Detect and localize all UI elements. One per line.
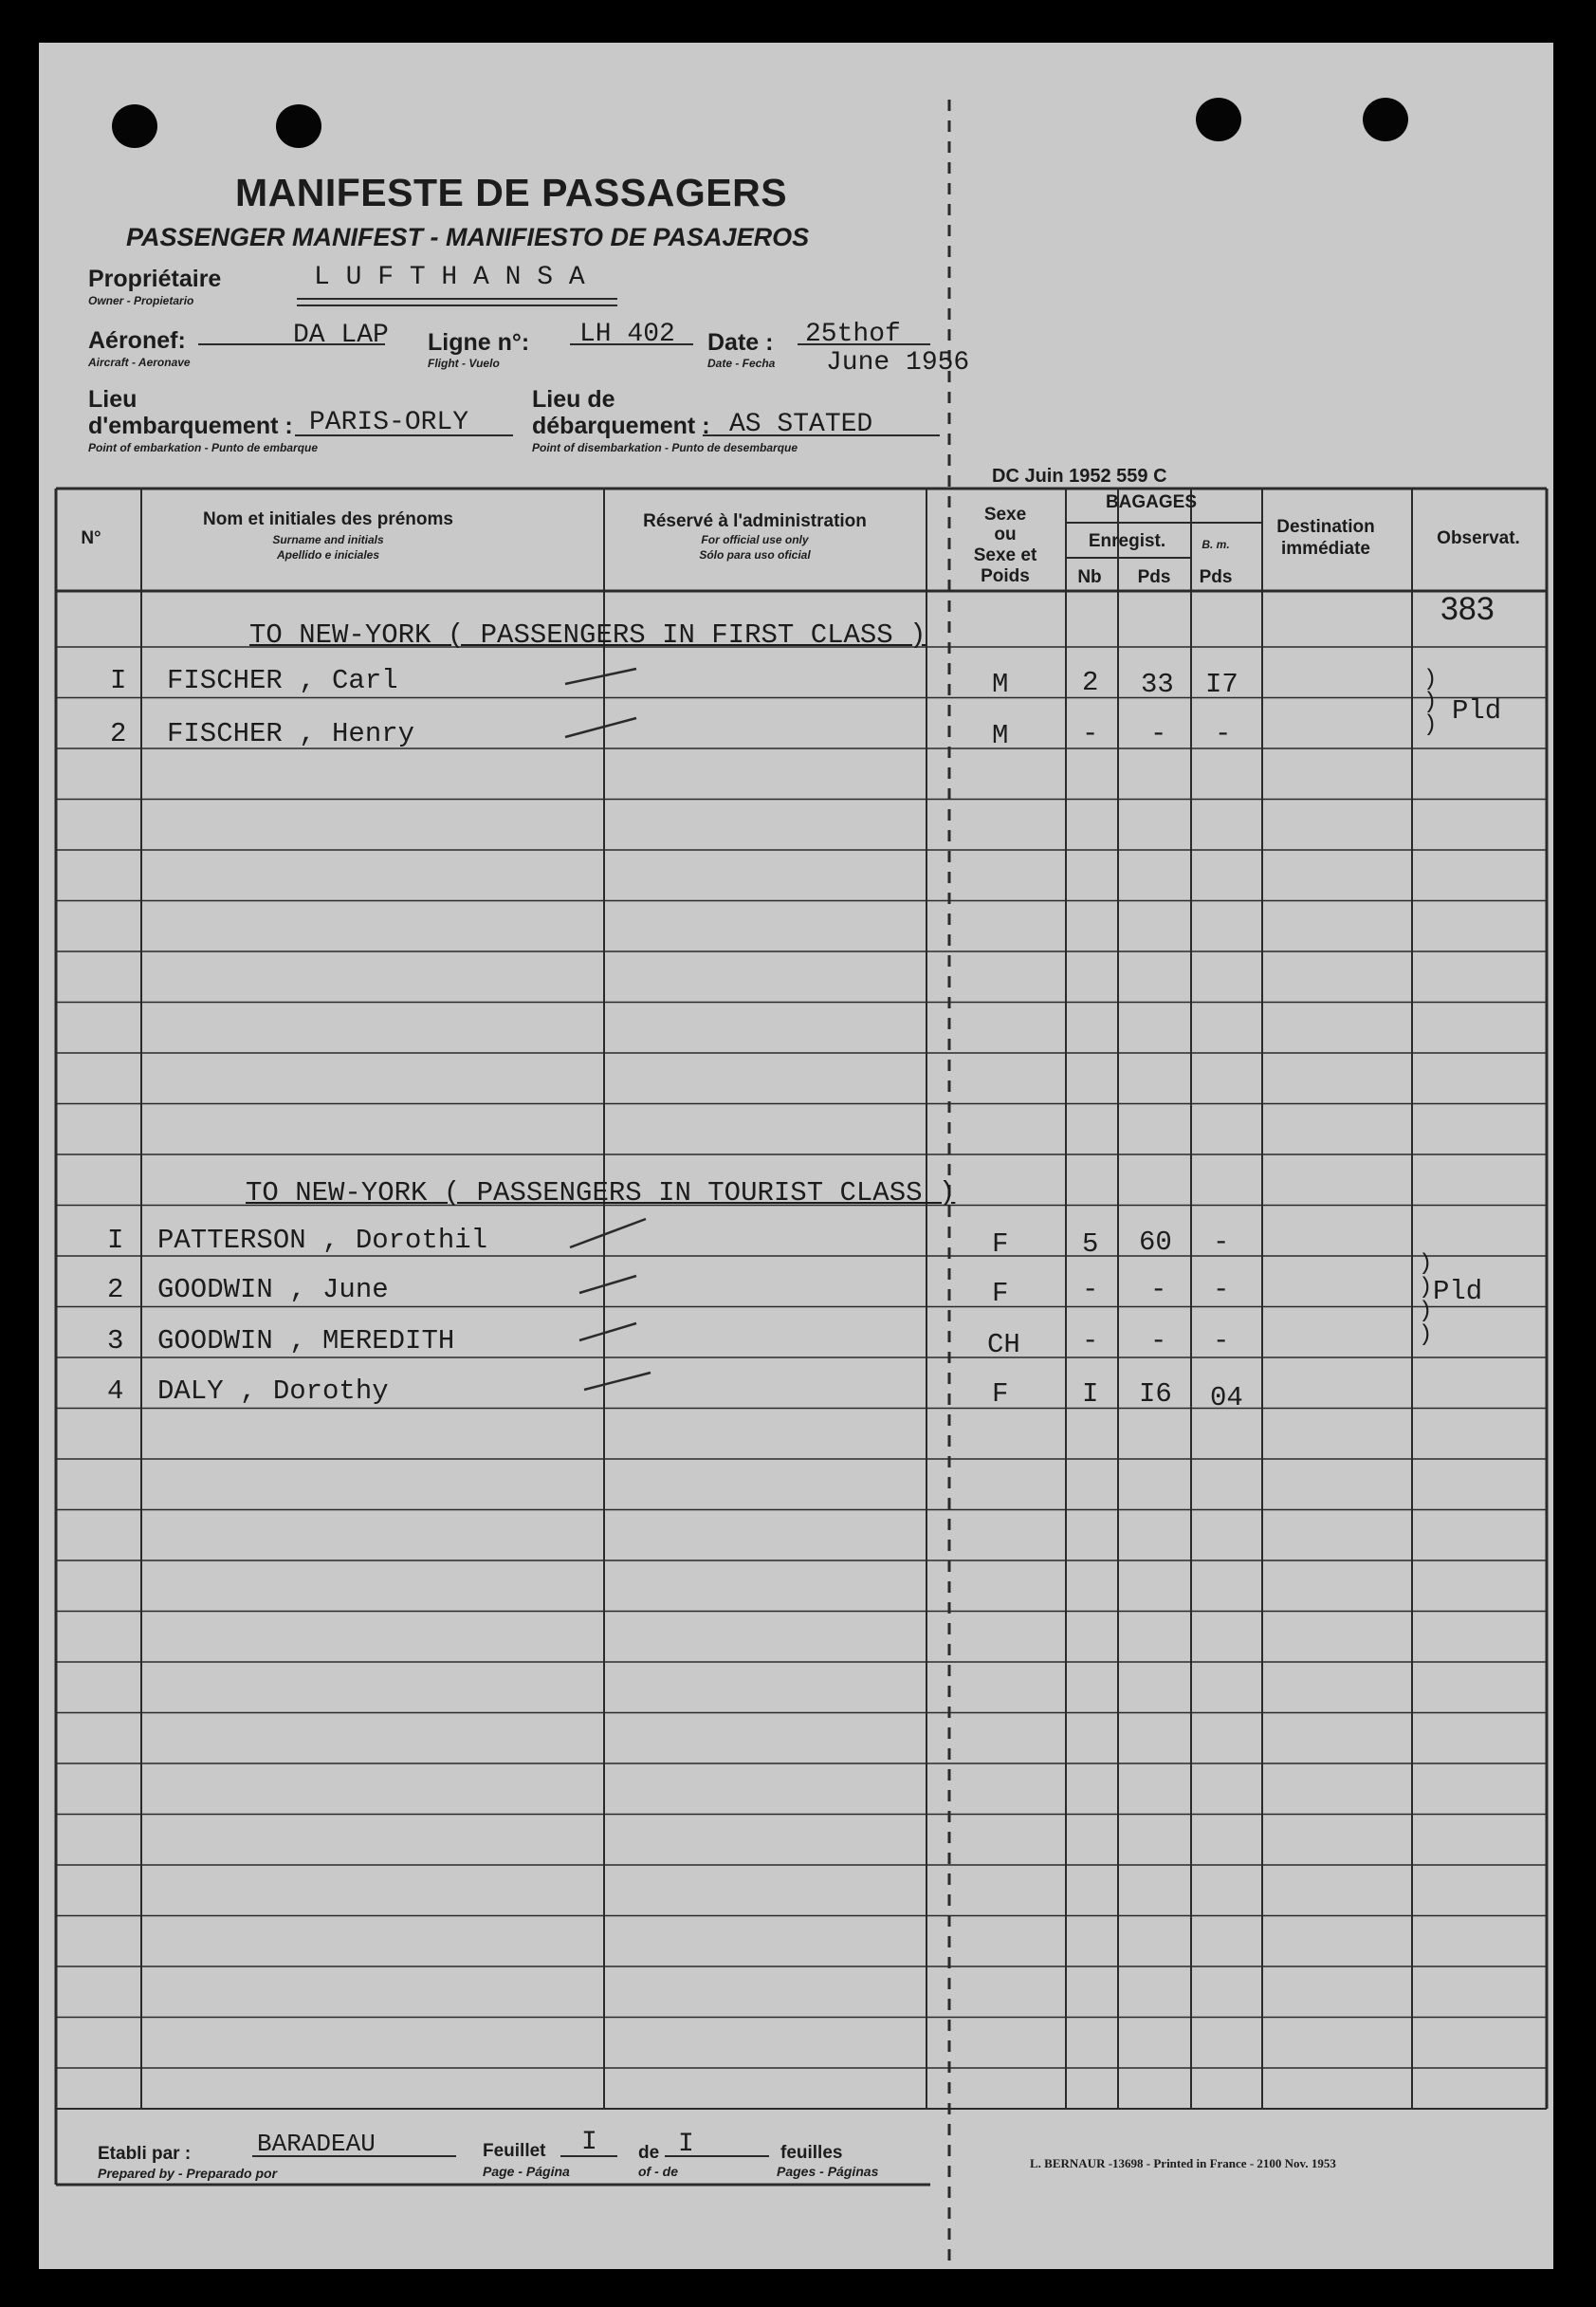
check-mark [579,1323,636,1340]
hand-baggage-weight: - [1213,1274,1230,1305]
column-header-sex: Sexe [983,505,1027,525]
column-subheader-name: Surname and initials [272,533,384,546]
disembarkation-value: AS STATED [729,410,873,439]
passenger-name: FISCHER , Henry [167,718,415,749]
disembarkation-label-2: débarquement : [532,413,710,439]
passenger-sex: F [992,1278,1009,1309]
column-header-destination-2: immédiate [1281,539,1370,559]
of-sublabel: of - de [638,2164,678,2179]
section-heading: TO NEW-YORK ( PASSENGERS IN TOURIST CLASS ) [246,1177,956,1209]
column-header-observations: Observat. [1437,528,1520,548]
check-mark [584,1373,651,1390]
passenger-number: I [107,1225,124,1256]
baggage-weight: 33 [1141,669,1174,700]
column-header-hand-pds: Pds [1199,567,1233,587]
prepared-by-label: Etabli par : [98,2144,192,2164]
hand-baggage-weight: I7 [1205,669,1238,700]
column-subheader-reserved: For official use only [701,533,809,546]
baggage-count: I [1082,1378,1099,1410]
owner-sublabel: Owner - Propietario [88,294,194,307]
of-value: I [678,2130,694,2159]
bracket-mark: ) ) ) [1423,667,1438,738]
embarkation-value: PARIS-ORLY [309,408,469,437]
passenger-number: 3 [107,1325,124,1357]
embarkation-label-2: d'embarquement : [88,413,293,439]
baggage-count: 5 [1082,1228,1099,1260]
of-label: de [638,2143,660,2163]
manifest-sheet [39,43,1553,2269]
owner-value: L U F T H A N S A [314,263,585,292]
baggage-weight: I6 [1139,1378,1172,1410]
passenger-sex: M [992,720,1009,751]
pages-sublabel: Pages - Páginas [777,2164,879,2179]
passenger-sex: F [992,1378,1009,1410]
check-mark [565,718,636,737]
date-sublabel: Date - Fecha [707,357,776,370]
date-value-year: June 1956 [826,348,970,378]
observation-number: 383 [1440,591,1495,627]
column-header-reserved: Réservé à l'administration [643,511,867,531]
column-header-hand: B. m. [1202,538,1230,551]
form-grid [39,43,1553,2269]
check-mark [579,1276,636,1293]
date-value: 25thof [805,320,901,349]
passenger-name: GOODWIN , MEREDITH [157,1325,455,1357]
section-heading: TO NEW-YORK ( PASSENGERS IN FIRST CLASS ) [249,619,926,651]
passenger-name: DALY , Dorothy [157,1375,389,1407]
prepared-by-value: BARADEAU [257,2130,376,2158]
column-header-baggage: BAGAGES [1105,492,1198,512]
hand-baggage-weight: - [1213,1227,1230,1258]
passenger-number: I [110,665,127,696]
column-header-nb: Nb [1077,567,1102,587]
bracket-mark: ) ) ) ) [1419,1251,1433,1348]
column-header-no: N° [81,528,101,548]
passenger-sex: CH [987,1329,1020,1360]
column-header-sex-3: Sexe et [973,545,1037,565]
flight-value: LH 402 [579,320,675,349]
aircraft-sublabel: Aircraft - Aeronave [88,356,191,369]
hand-baggage-weight: - [1213,1325,1230,1357]
passenger-name: FISCHER , Carl [167,665,398,696]
passenger-sex: F [992,1228,1009,1260]
passenger-name: PATTERSON , Dorothil [157,1225,488,1256]
form-code: DC Juin 1952 559 C [992,466,1167,487]
disembarkation-sublabel: Point of disembarkation - Punto de desembarque [532,441,798,454]
baggage-count: 2 [1082,667,1099,698]
page-sublabel: Page - Página [483,2164,570,2179]
baggage-weight: - [1150,1274,1167,1305]
passenger-number: 2 [107,1274,124,1305]
column-subheader-reserved-es: Sólo para uso oficial [699,548,811,562]
baggage-count: - [1082,1274,1099,1305]
passenger-name: GOODWIN , June [157,1274,389,1305]
check-mark [570,1219,646,1247]
flight-sublabel: Flight - Vuelo [428,357,500,370]
aircraft-label: Aéronef: [88,327,186,354]
hand-baggage-weight: 04 [1210,1382,1243,1413]
owner-label: Propriétaire [88,266,222,292]
hand-baggage-weight: - [1215,718,1232,749]
check-mark [565,669,636,684]
aircraft-value: DA LAP [293,321,389,350]
column-header-sex-2: ou [994,525,1017,544]
column-header-pds: Pds [1137,567,1171,587]
passenger-number: 4 [107,1375,124,1407]
baggage-weight: - [1150,718,1167,749]
observation-remark: Pld [1452,695,1502,727]
observation-remark: Pld [1433,1276,1483,1307]
passenger-sex: M [992,669,1009,700]
column-header-registered: Enregist. [1088,531,1166,551]
printer-imprint: L. BERNAUR -13698 - Printed in France - 2100 Nov. 1953 [1030,2156,1336,2170]
column-subheader-name-es: Apellido e iniciales [276,548,380,562]
embarkation-sublabel: Point of embarkation - Punto de embarque [88,441,319,454]
column-header-destination: Destination [1276,517,1375,537]
pages-label: feuilles [780,2143,843,2163]
column-header-weight: Poids [981,566,1030,586]
flight-label: Ligne n°: [428,329,530,356]
date-label: Date : [707,329,774,356]
column-header-name: Nom et initiales des prénoms [203,509,453,529]
page-label: Feuillet [483,2141,546,2161]
page-value: I [581,2128,597,2157]
disembarkation-label: Lieu de [532,386,615,413]
baggage-weight: 60 [1139,1227,1172,1258]
baggage-count: - [1082,718,1099,749]
prepared-by-sublabel: Prepared by - Preparado por [98,2166,278,2181]
embarkation-label: Lieu [88,386,138,413]
manifest-title: MANIFESTE DE PASSAGERS [235,171,788,214]
passenger-number: 2 [110,718,127,749]
baggage-weight: - [1150,1325,1167,1357]
baggage-count: - [1082,1325,1099,1357]
manifest-subtitle: PASSENGER MANIFEST - MANIFIESTO DE PASAJEROS [126,223,810,251]
